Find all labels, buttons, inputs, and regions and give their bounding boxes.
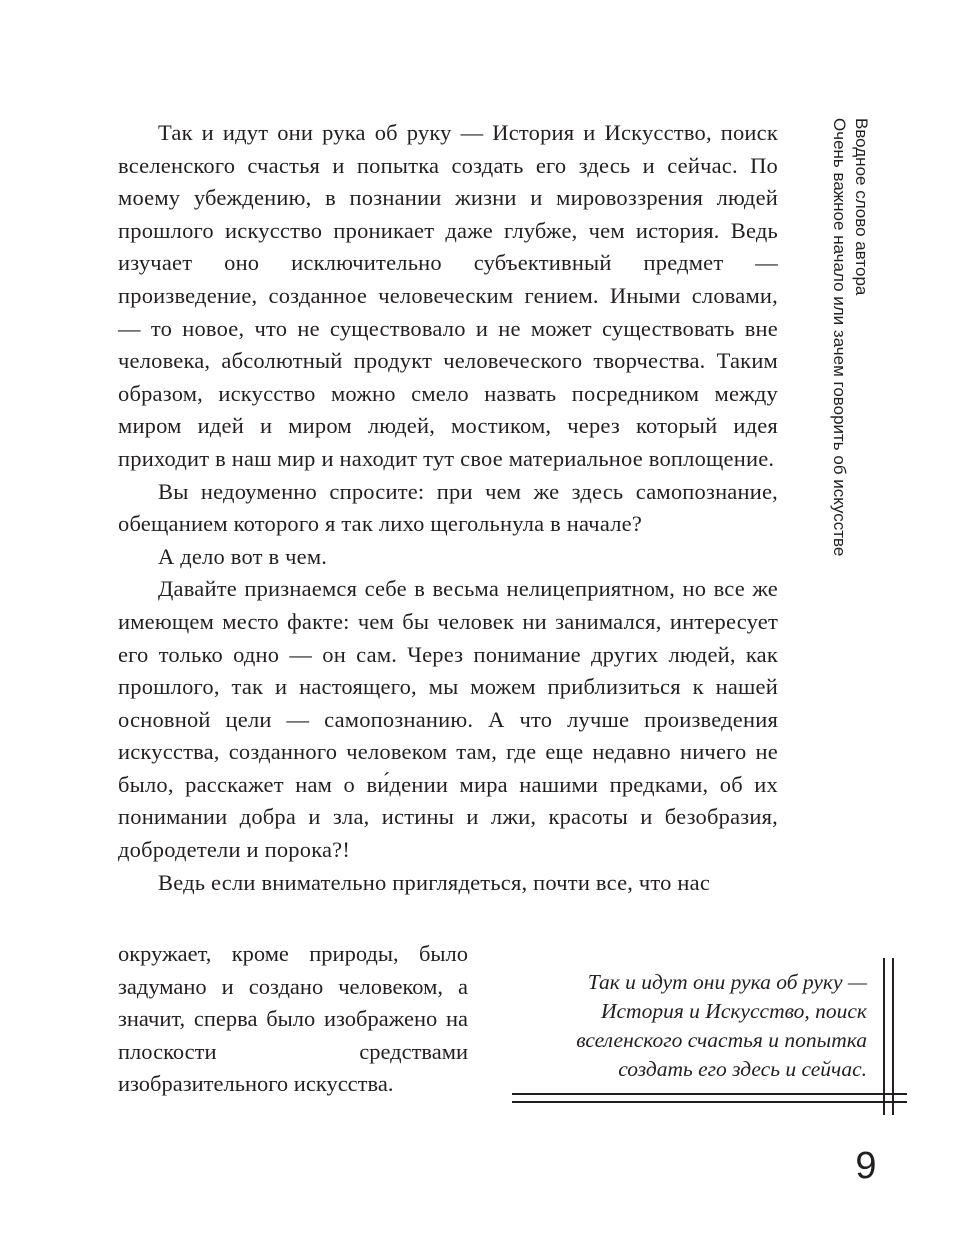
paragraph: Вы недоуменно спросите: при чем же здесь самопознание, обещанием которого я так лихо щегольнула в начале? [118,478,778,537]
main-text [118,117,778,899]
paragraph: Ведь если внимательно приглядеться, почти все, что нас [158,869,711,895]
pull-quote-line: Так и идут они рука об руку — [587,970,867,994]
running-head [826,118,872,568]
pull-quote-frame-vertical [892,958,894,1115]
pull-quote-frame-horizontal [512,1101,907,1103]
paragraph: Давайте признаемся себе в весьма нелицеприятном, но все же имеющем место факте: чем бы человек ни занимался, интересует его только одно — он сам. Через понимание других людей, как прошлого, так и настоящего, мы можем приблизиться к нашей основной цели — самопознанию. А что лучше произведения искусства, созданного человеком там, где еще недавно ничего не было, расскажет нам о ви́дении мира нашими предками, об их понимании добра и зла, истины и лжи, красоты и безобразия, добродетели и порока?! [118,576,778,863]
pull-quote-line: вселенского счастья и попытка [576,1028,867,1052]
running-head-chapter: Очень важное начало или зачем говорить об искусстве [830,118,849,557]
pull-quote-frame-horizontal [512,1093,907,1095]
main-text-continuation [118,938,468,1101]
pull-quote-line: создать его здесь и сейчас. [618,1057,867,1081]
paragraph: А дело вот в чем. [158,543,328,569]
running-head-section: Вводное слово автора [852,118,871,296]
pull-quote-frame-vertical [883,958,885,1115]
paragraph: Так и идут они рука об руку — История и Искусство, поиск вселенского счастья и попытка создать его здесь и сейчас. По моему убеждению, в познании жизни и мировоззрения людей прошлого искусство проникает даже глубже, чем история. Ведь изучает оно исключительно субъективный предмет — произведение, созданное человеческим гением. Иными словами, — то новое, что не существовало и не может существовать вне человека, абсолютный продукт человеческого творчества. Таким образом, искусство можно смело назвать посредником между миром идей и миром людей, мостиком, через который идея приходит в наш мир и находит тут свое материальное воплощение. [118,120,778,471]
page-number: 9 [855,1145,877,1187]
pull-quote [505,968,867,1084]
pull-quote-line: История и Искусство, поиск [600,999,867,1023]
paragraph-continuation: окружает, кроме природы, было задумано и создано человеком, а значит, сперва было изображено на плоскости средствами изобразительного искусства. [118,941,468,1097]
